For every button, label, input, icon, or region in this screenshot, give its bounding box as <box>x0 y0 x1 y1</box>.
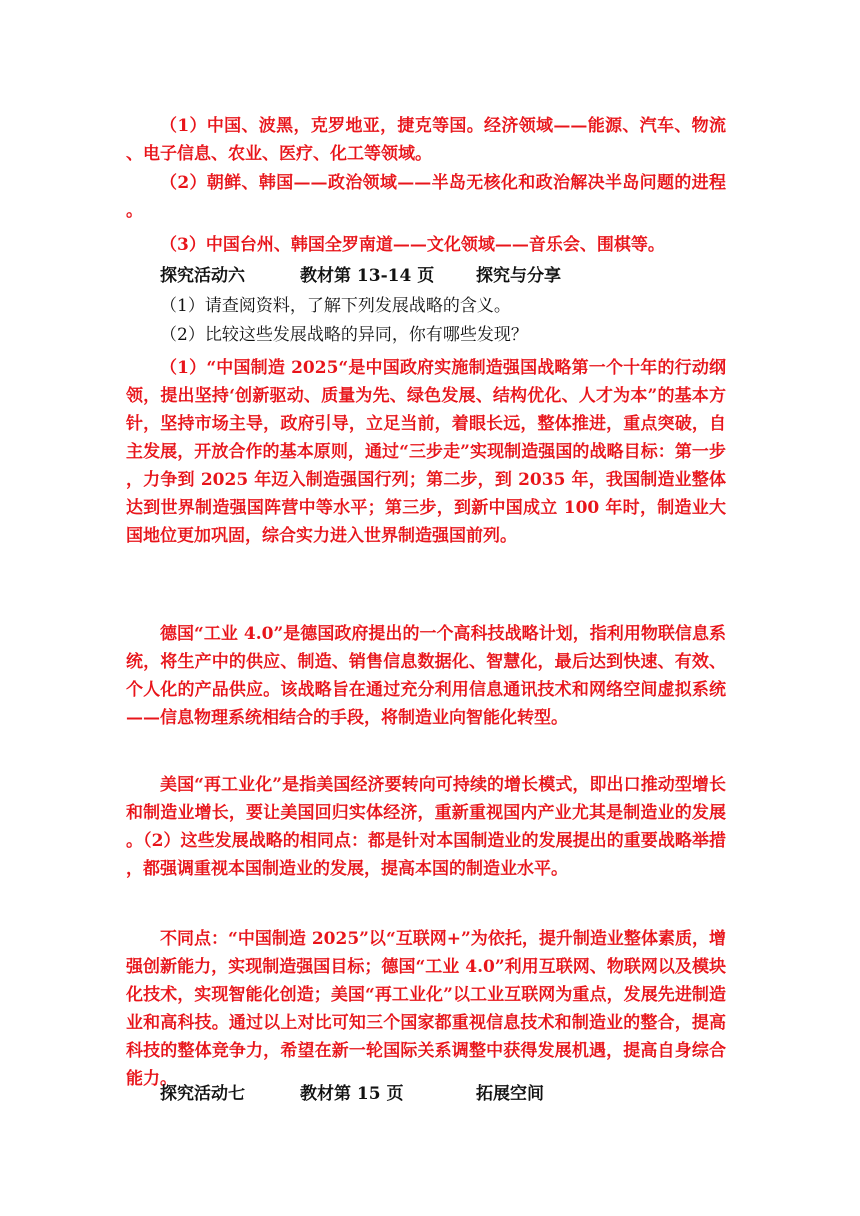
answer-item-1: （1）中国、波黑，克罗地亚，捷克等国。经济领域——能源、汽车、物流、电子信息、农业、医疗、化工等领域。 <box>126 116 726 164</box>
activity-6-pages: 教材第 13-14 页 <box>300 266 435 286</box>
answer-china-2025: （1）“中国制造 2025“是中国政府实施制造强国战略第一个十年的行动纲领，提出坚持‘创新驱动、质量为先、绿色发展、结构优化、人才为本”的基本方针，坚持市场主导，政府引导，立足当前，着眼长远，整体推进，重点突破，自主发展，开放合作的基本原则，通过“三步走”实现制造强国的战略目标：第一步，力争到 2025 年迈入制造强国行列；第二步，到 2035 年，我国制造业整体达到世界制造强国阵营中等水平；第三步，到新中国成立 100 年时，制造业大国地位更加巩固，综合实力进入世界制造强国前列。 <box>126 358 726 546</box>
answer-item-3: （3）中国台州、韩国全罗南道——文化领域——音乐会、围棋等。 <box>160 235 665 255</box>
activity-6-title: 探究活动六 <box>160 266 245 286</box>
answer-germany-industry-4: 德国“工业 4.0”是德国政府提出的一个高科技战略计划，指利用物联信息系统，将生产中的供应、制造、销售信息数据化、智慧化，最后达到快速、有效、个人化的产品供应。该战略旨在通过充分利用信息通讯技术和网络空间虚拟系统——信息物理系统相结合的手段，将制造业向智能化转型。 <box>126 624 726 728</box>
answer-usa-reindustrialization: 美国“再工业化”是指美国经济要转向可持续的增长模式，即出口推动型增长和制造业增长，要让美国回归实体经济，重新重视国内产业尤其是制造业的发展。（2）这些发展战略的相同点：都是针对本国制造业的发展提出的重要战略举措，都强调重视本国制造业的发展，提高本国的制造业水平。 <box>126 775 726 879</box>
activity-7-heading <box>160 1080 544 1108</box>
activity-7-type: 拓展空间 <box>476 1084 544 1104</box>
answer-differences: 不同点：“中国制造 2025”以“互联网+”为依托，提升制造业整体素质，增强创新能力，实现制造强国目标；德国“工业 4.0”利用互联网、物联网以及模块化技术，实现智能化创造；美国“再工业化”以工业互联网为重点，发展先进制造业和高科技。通过以上对比可知三个国家都重视信息技术和制造业的整合，提高科技的整体竞争力，希望在新一轮国际关系调整中获得发展机遇，提高自身综合能力。 <box>126 929 726 1089</box>
activity-7-pages: 教材第 15 页 <box>300 1084 404 1104</box>
activity-6-question-1: （1）请查阅资料，了解下列发展战略的含义。 <box>160 296 511 316</box>
activity-6-question-2: （2）比较这些发展战略的异同，你有哪些发现？ <box>160 325 528 345</box>
activity-6-type: 探究与分享 <box>476 266 561 286</box>
activity-7-title: 探究活动七 <box>160 1084 245 1104</box>
activity-6-heading <box>160 262 561 290</box>
answer-item-2: （2）朝鲜、韩国——政治领域——半岛无核化和政治解决半岛问题的进程。 <box>126 173 726 221</box>
